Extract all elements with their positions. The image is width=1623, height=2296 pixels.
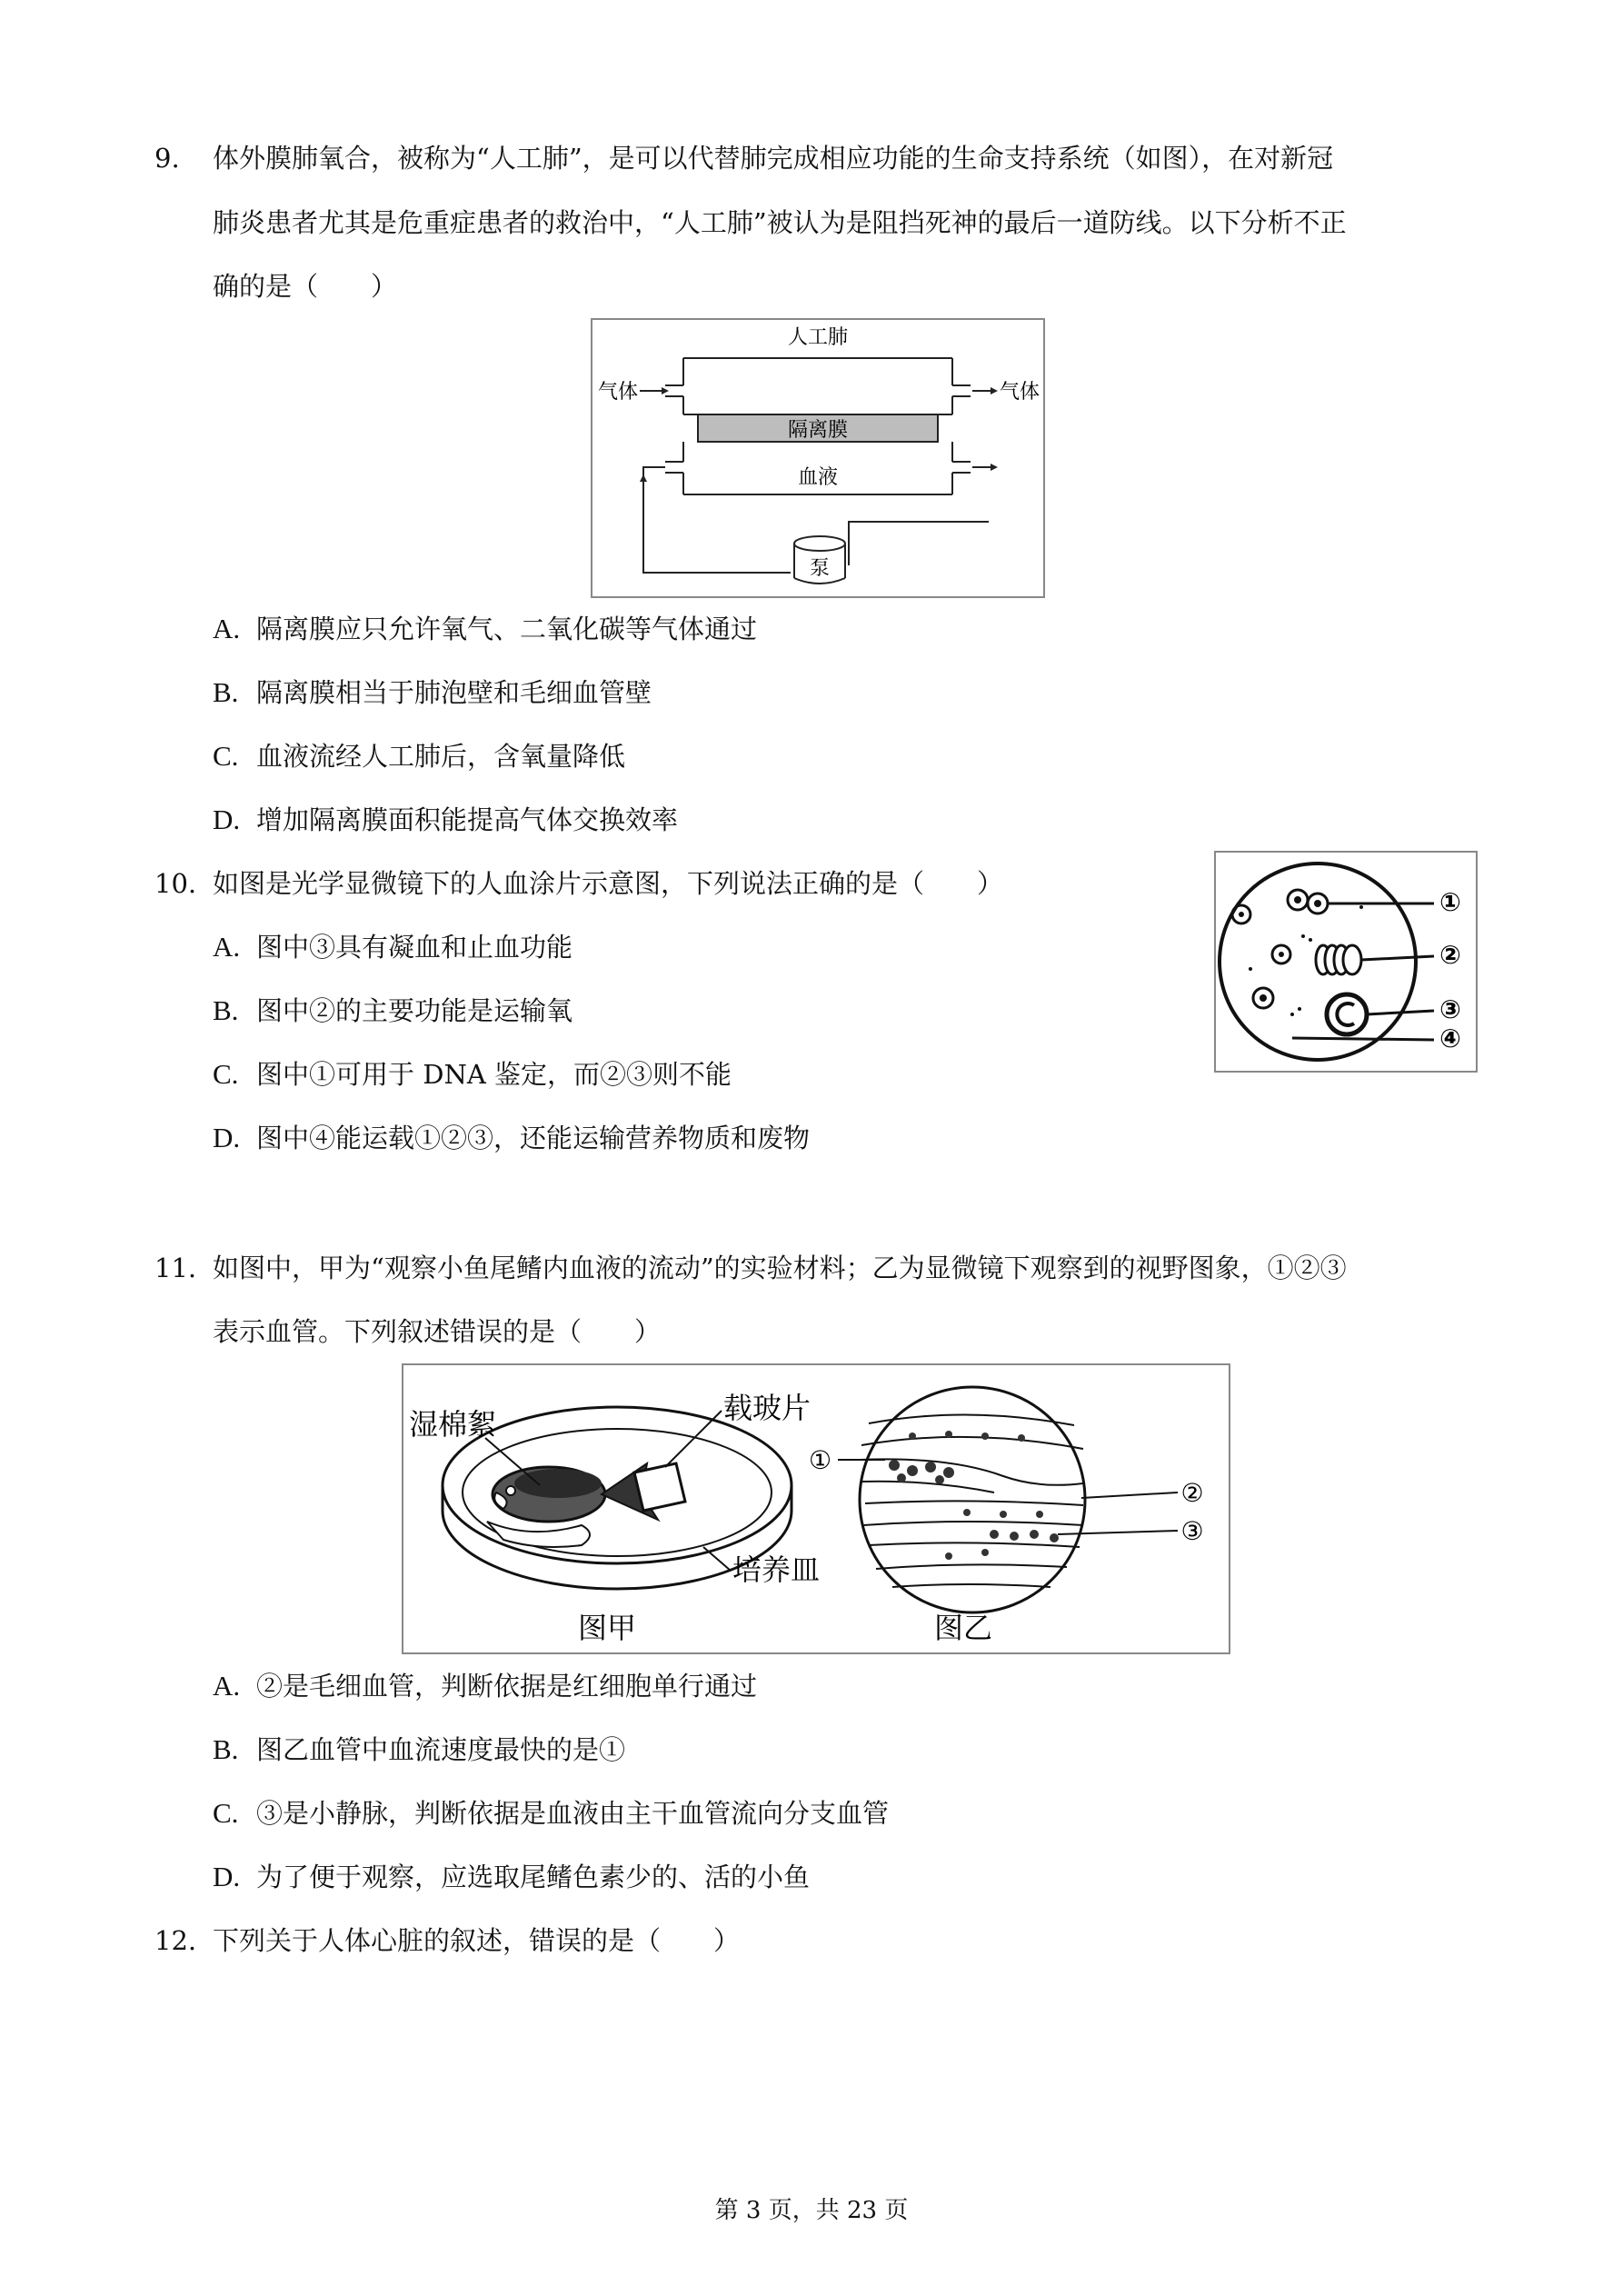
label-petri-dish: 培养皿: [732, 1552, 821, 1587]
question-text-line: 如图中，甲为“观察小鱼尾鳍内血液的流动”的实验材料；乙为显微镜下观察到的视野图象，①②③: [213, 1253, 1347, 1283]
option-text: 图中③具有凝血和止血功能: [256, 932, 573, 963]
caption-figure-a: 图甲: [578, 1611, 637, 1645]
diagram-label-top: 人工肺: [787, 326, 849, 349]
smear-label-3: ③: [1439, 994, 1461, 1024]
option-text: 隔离膜应只允许氧气、二氧化碳等气体通过: [256, 614, 758, 644]
option-letter: A.: [213, 613, 241, 644]
option-text: 增加隔离膜面积能提高气体交换效率: [256, 804, 679, 835]
question-text-line: 下列关于人体心脏的叙述，错误的是（ ）: [213, 1925, 741, 1956]
option-c[interactable]: [213, 1058, 732, 1091]
artificial-lung-diagram: [591, 318, 1045, 598]
question-text-line: 肺炎患者尤其是危重症患者的救治中，“人工肺”被认为是阻挡死神的最后一道防线。以下分析不正: [213, 207, 1347, 238]
question-number: 12.: [154, 1925, 197, 1956]
page-footer: 第 3 页，共 23 页: [714, 2197, 909, 2224]
smear-label-4: ④: [1439, 1023, 1461, 1053]
option-letter: D.: [213, 1122, 241, 1153]
option-letter: C.: [213, 1797, 239, 1829]
question-number: 11.: [154, 1253, 197, 1283]
option-text: ②是毛细血管，判断依据是红细胞单行通过: [256, 1671, 758, 1702]
smear-label-2: ②: [1439, 940, 1461, 970]
option-b[interactable]: [213, 1733, 625, 1766]
option-letter: A.: [213, 931, 241, 963]
option-text: 隔离膜相当于肺泡壁和毛细血管壁: [256, 677, 652, 708]
option-text: 图中④能运载①②③，还能运输营养物质和废物: [256, 1123, 811, 1153]
blood-smear-diagram: [1214, 851, 1478, 1073]
option-b[interactable]: [213, 994, 573, 1027]
option-text: ③是小静脉，判断依据是血液由主干血管流向分支血管: [256, 1798, 890, 1829]
option-text: 图乙血管中血流速度最快的是①: [256, 1734, 626, 1765]
fish-tail-experiment-figure: [402, 1363, 1230, 1654]
option-letter: A.: [213, 1670, 241, 1702]
option-letter: C.: [213, 740, 239, 772]
question-number: 9.: [154, 143, 180, 174]
vessel-label-3: ③: [1180, 1516, 1204, 1546]
option-a[interactable]: [213, 931, 573, 963]
smear-label-1: ①: [1439, 887, 1461, 917]
question-text-line: 确的是（ ）: [213, 271, 398, 302]
option-d[interactable]: [213, 804, 678, 836]
option-letter: B.: [213, 676, 239, 708]
option-c[interactable]: [213, 1797, 889, 1830]
diagram-label-pump: 泵: [809, 557, 831, 580]
option-a[interactable]: [213, 1670, 757, 1702]
caption-figure-b: 图乙: [934, 1611, 993, 1645]
option-b[interactable]: [213, 676, 652, 709]
vessel-label-2: ②: [1180, 1478, 1204, 1508]
diagram-label-gas-out: 气体: [1000, 381, 1041, 404]
option-text: 图中②的主要功能是运输氧: [256, 995, 573, 1026]
label-wet-cotton: 湿棉絮: [409, 1407, 497, 1442]
question-text-line: 体外膜肺氧合，被称为“人工肺”，是可以代替肺完成相应功能的生命支持系统（如图），在对新冠: [213, 143, 1334, 174]
option-d[interactable]: [213, 1861, 810, 1893]
option-text: 图中①可用于 DNA 鉴定，而②③则不能: [256, 1059, 732, 1090]
label-slide: 载玻片: [723, 1391, 812, 1425]
option-letter: C.: [213, 1058, 239, 1090]
option-d[interactable]: [213, 1122, 810, 1154]
vessel-label-1: ①: [809, 1445, 832, 1475]
diagram-label-gas-in: 气体: [598, 381, 639, 404]
diagram-label-membrane: 隔离膜: [787, 419, 849, 442]
option-text: 为了便于观察，应选取尾鳍色素少的、活的小鱼: [256, 1862, 811, 1892]
question-text-line: 表示血管。下列叙述错误的是（ ）: [213, 1316, 662, 1347]
option-c[interactable]: [213, 740, 625, 773]
option-text: 血液流经人工肺后，含氧量降低: [256, 741, 626, 772]
question-text-line: 如图是光学显微镜下的人血涂片示意图，下列说法正确的是（ ）: [213, 868, 1004, 899]
option-letter: D.: [213, 804, 241, 835]
question-number: 10.: [154, 868, 197, 899]
diagram-label-blood: 血液: [797, 466, 839, 489]
option-letter: D.: [213, 1861, 241, 1892]
option-letter: B.: [213, 1733, 239, 1765]
option-letter: B.: [213, 994, 239, 1026]
option-a[interactable]: [213, 613, 757, 645]
